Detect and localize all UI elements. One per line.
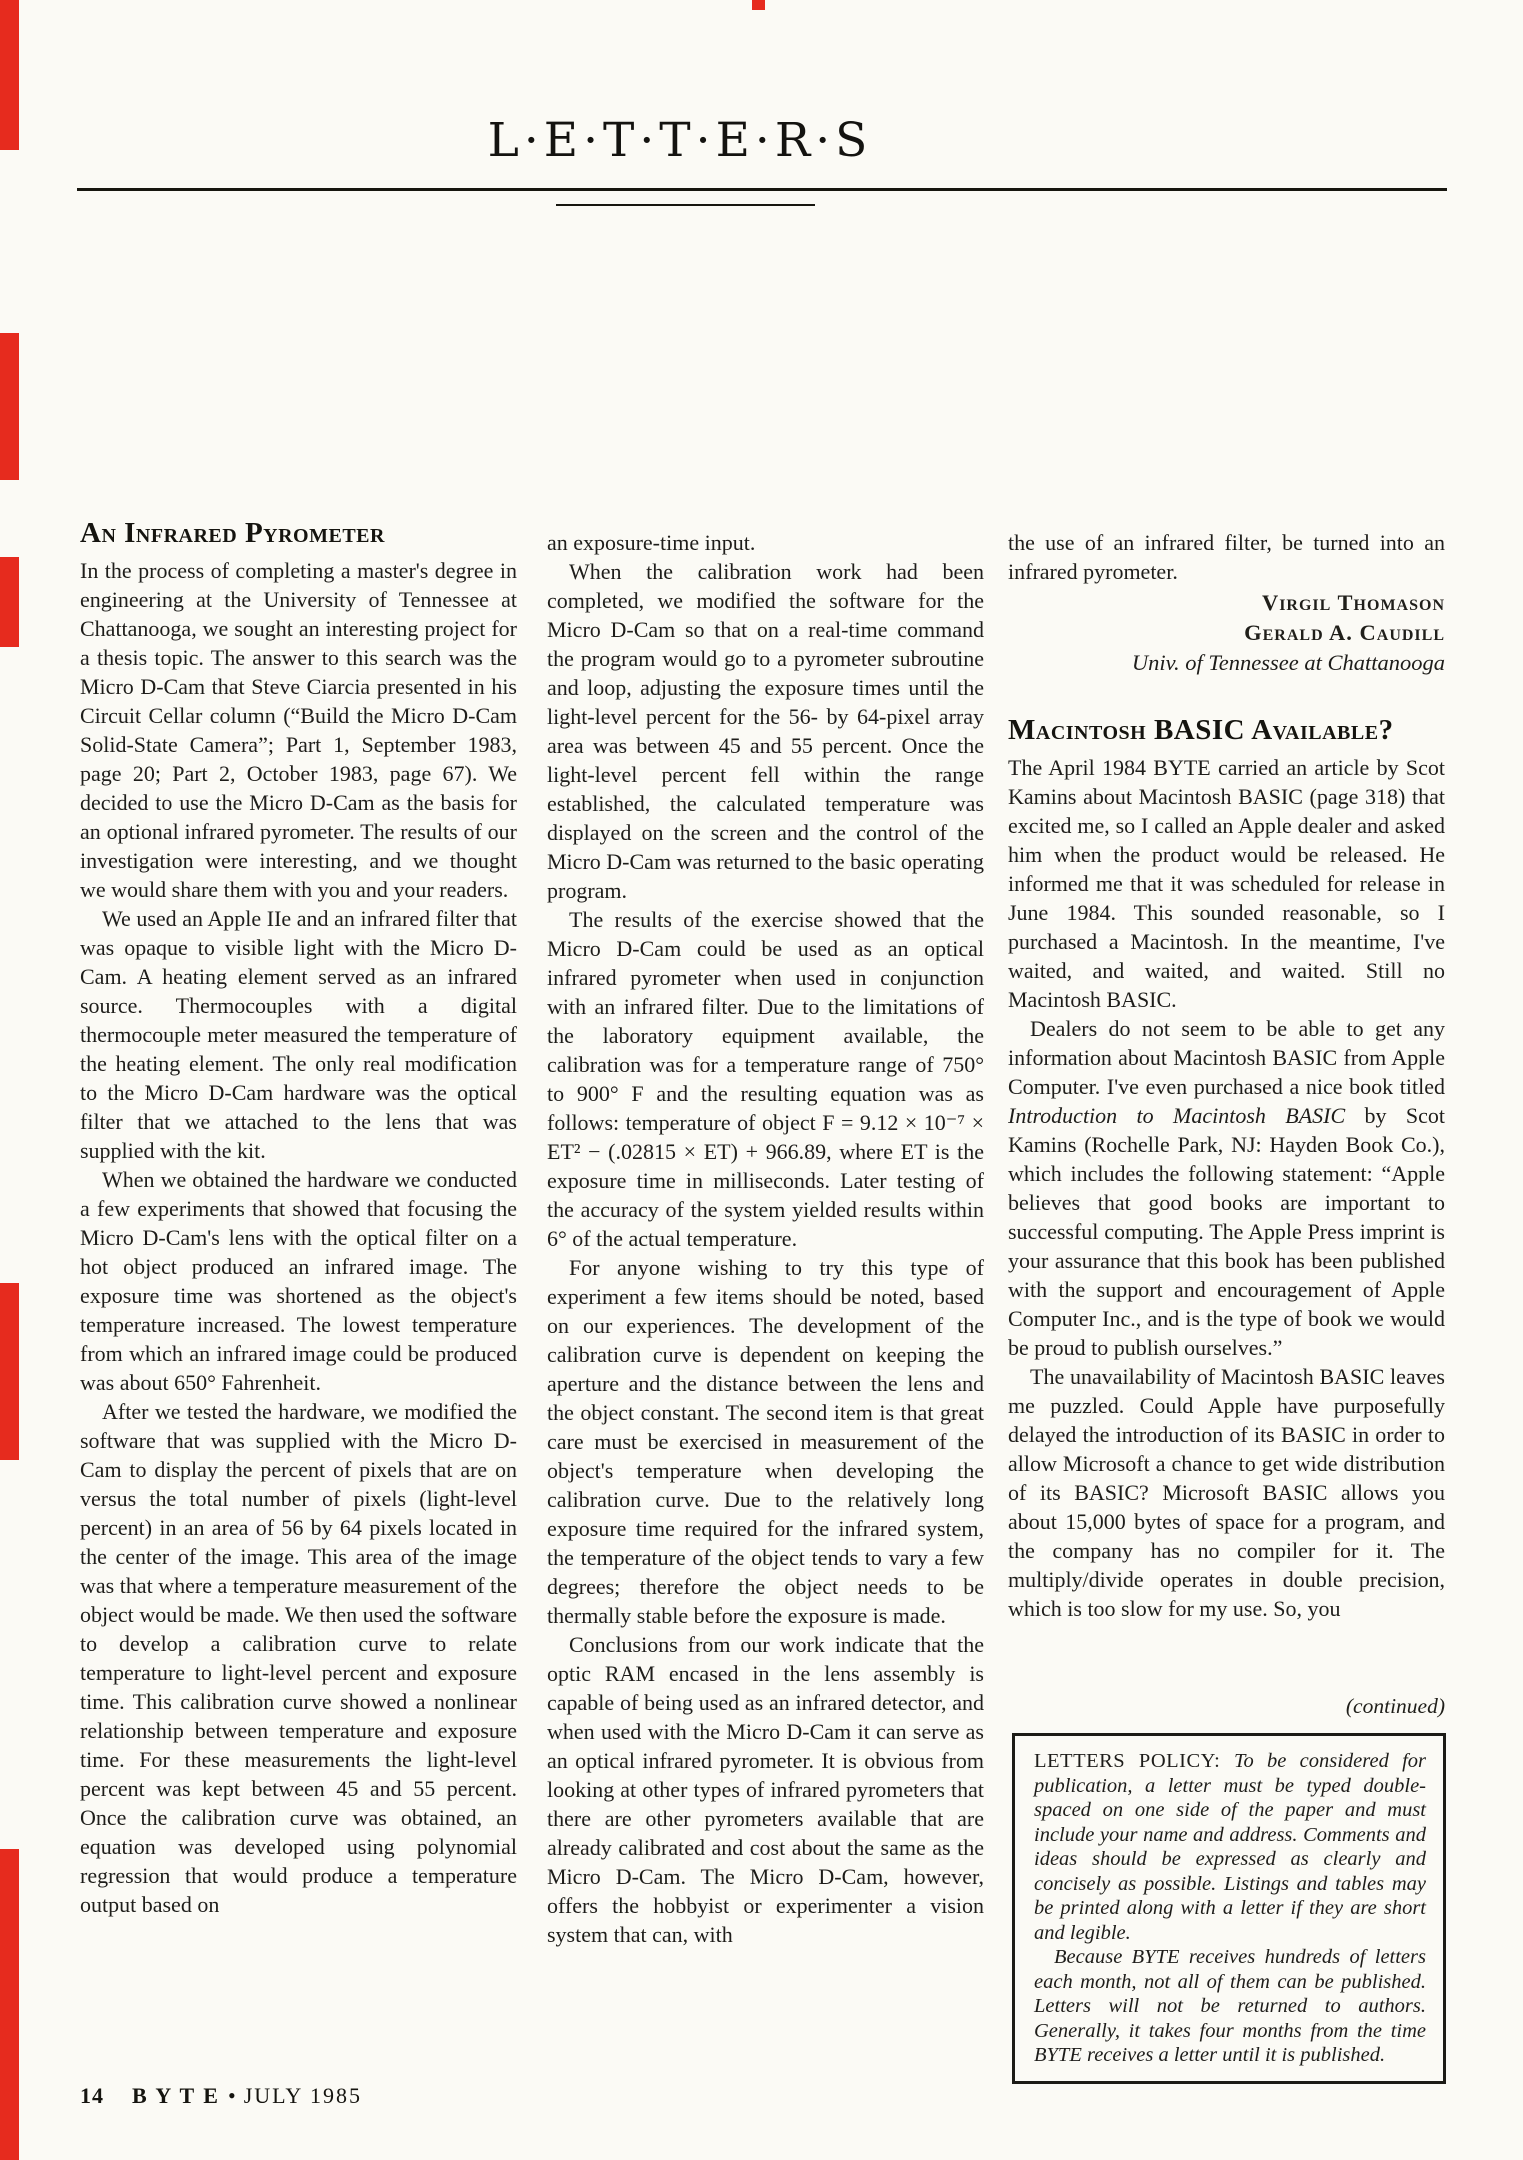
policy-label: LETTERS POLICY:	[1034, 1750, 1235, 1772]
page-footer	[80, 2083, 780, 2109]
signature-block	[1008, 588, 1445, 678]
footer-page-number: 14	[80, 2083, 104, 2108]
letter-paragraph: the use of an infrared filter, be turned into an infrared pyrometer.	[1008, 530, 1445, 584]
letter-heading-infrared-pyrometer: An Infrared Pyrometer	[80, 518, 385, 549]
footer-magazine-title: B Y T E	[132, 2083, 220, 2108]
footer-issue-date: JULY 1985	[243, 2083, 362, 2108]
policy-paragraph: Because BYTE receives hundreds of letters each month, not all of them can be published. Letters will not be returned to authors. Generally, it takes four months from the time BYTE receives a letter until it is published.	[1034, 1946, 1426, 2066]
red-edge-mark	[0, 557, 19, 647]
masthead-title: L·E·T·T·E·R·S	[487, 113, 873, 168]
letter-paragraph: The results of the exercise showed that the Micro D-Cam could be used as an optical infrared pyrometer when used in conjunction with an infrared filter. Due to the limitations of the laboratory equipment available, the calibration was for a temperature range of 750° to 900° F and the resulting equation was as follows: temperature of object F = 9.12 × 10⁻⁷ × ET² − (.02815 × ET) + 966.89, where ET is the exposure time in milliseconds. Later testing of the accuracy of the system yielded results within 6° of the actual temperature.	[547, 907, 984, 1251]
letters-policy-box	[1012, 1733, 1446, 2084]
red-edge-mark	[752, 0, 765, 10]
letter-paragraph: We used an Apple IIe and an infrared filter that was opaque to visible light with the Micro D-Cam. A heating element served as an infrared source. Thermocouples with a digital thermocouple meter measured the temperature of the heating element. The only real modification to the Micro D-Cam hardware was the optical filter that we attached to the lens that was supplied with the kit.	[80, 906, 517, 1163]
letter-paragraph: When we obtained the hardware we conducted a few experiments that showed that focusing the Micro D-Cam's lens with the optical filter on a hot object produced an infrared image. The exposure time was shortened as the object's temperature increased. The lowest temperature from which an infrared image could be produced was about 650° Fahrenheit.	[80, 1167, 517, 1395]
policy-paragraph: LETTERS POLICY: To be considered for publication, a letter must be typed double-spaced on one side of the paper and must include your name and address. Comments and ideas should be expressed as clearly and concisely as possible. Listings and tables may be printed along with a letter if they are short and legible.	[1034, 1750, 1426, 1944]
red-edge-mark	[0, 1283, 19, 1460]
column-2	[547, 528, 984, 2065]
book-title: Introduction to Macintosh BASIC	[1008, 1103, 1346, 1128]
footer-bullet: •	[227, 2083, 236, 2108]
letter-paragraph: After we tested the hardware, we modified the software that was supplied with the Micro D-Cam to display the percent of pixels that are on versus the total number of pixels (light-level percent) in an area of 56 by 64 pixels located in the center of the image. This area of the image was that where a temperature measurement of the object would be made. We then used the software to develop a calibration curve to relate temperature to light-level percent and exposure time. This calibration curve showed a nonlinear relationship between temperature and exposure time. For these measurements the light-level percent was kept between 45 and 55 percent. Once the calibration curve was obtained, an equation was developed using polynomial regression that would produce a temperature output based on	[80, 1399, 517, 1917]
letter-paragraph: an exposure-time input.	[547, 530, 756, 555]
letter-heading-macintosh-basic: Macintosh BASIC Available?	[1008, 714, 1394, 746]
letter-paragraph: In the process of completing a master's degree in engineering at the University of Tennessee at Chattanooga, we sought an interesting project for a thesis topic. The answer to this search was the Micro D-Cam that Steve Ciarcia presented in his Circuit Cellar column (“Build the Micro D-Cam Solid-State Camera”; Part 1, September 1983, page 20; Part 2, October 1983, page 67). We decided to use the Micro D-Cam as the basis for an optional infrared pyrometer. The results of our investigation were interesting, and we thought we would share them with you and your readers.	[80, 558, 517, 902]
letter-paragraph: The April 1984 BYTE carried an article by Scot Kamins about Macintosh BASIC (page 318) that excited me, so I called an Apple dealer and asked him when the product would be released. He informed me that it was scheduled for release in June 1984. This sounded reasonable, so I purchased a Macintosh. In the meantime, I've waited, and waited, and waited. Still no Macintosh BASIC.	[1008, 755, 1445, 1012]
masthead-rule-full	[77, 188, 1447, 191]
signature-name: Virgil Thomason	[1261, 590, 1445, 615]
red-edge-mark	[0, 1849, 19, 2160]
signature-affiliation: Univ. of Tennessee at Chattanooga	[1131, 650, 1445, 675]
column-1	[80, 518, 517, 2058]
red-edge-mark	[0, 333, 19, 480]
letter-paragraph: For anyone wishing to try this type of experiment a few items should be noted, based on our experiences. The development of the calibration curve is dependent on keeping the aperture and the distance between the lens and the object constant. The second item is that great care must be exercised in measurement of the object's temperature when developing the calibration curve. Due to the relatively long exposure time required for the infrared system, the temperature of the object tends to vary a few degrees; therefore the object needs to be thermally stable before the exposure is made.	[547, 1255, 984, 1628]
column-3	[1008, 528, 1445, 1688]
masthead-rule-short	[556, 204, 815, 206]
signature-name: Gerald A. Caudill	[1244, 620, 1445, 645]
letter-paragraph: When the calibration work had been completed, we modified the software for the Micro D-Cam so that on a real-time command the program would go to a pyrometer subroutine and loop, adjusting the exposure times until the light-level percent for the 56- by 64-pixel array area was between 45 and 55 percent. Once the light-level percent fell within the range established, the calculated temperature was displayed on the screen and the control of the Micro D-Cam was returned to the basic operating program.	[547, 559, 984, 903]
letter-paragraph: Dealers do not seem to be able to get any information about Macintosh BASIC from Apple Computer. I've even purchased a nice book titled Introduction to Macintosh BASIC by Scot Kamins (Rochelle Park, NJ: Hayden Book Co.), which includes the following statement: “Apple believes that good books are important to successful computing. The Apple Press imprint is your assurance that this book has been published with the support and encouragement of Apple Computer Inc., and is the type of book we would be proud to publish ourselves.”	[1008, 1016, 1445, 1360]
letter-paragraph: Conclusions from our work indicate that the optic RAM encased in the lens assembly is capable of being used as an infrared detector, and when used with the Micro D-Cam it can serve as an optical infrared pyrometer. It is obvious from looking at other types of infrared pyrometers that there are other pyrometers available that are already calibrated and cost about the same as the Micro D-Cam. The Micro D-Cam, however, offers the hobbyist or experimenter a vision system that can, with	[547, 1632, 984, 1947]
letter-paragraph: The unavailability of Macintosh BASIC leaves me puzzled. Could Apple have purposefully delayed the introduction of its BASIC in order to allow Microsoft a chance to get wide distribution of its BASIC? Microsoft BASIC allows you about 15,000 bytes of space for a program, and the company has no compiler for it. The multiply/divide operates in double precision, which is too slow for my use. So, you	[1008, 1364, 1445, 1621]
red-edge-mark	[0, 0, 19, 150]
continued-note: (continued)	[1345, 1694, 1445, 1718]
